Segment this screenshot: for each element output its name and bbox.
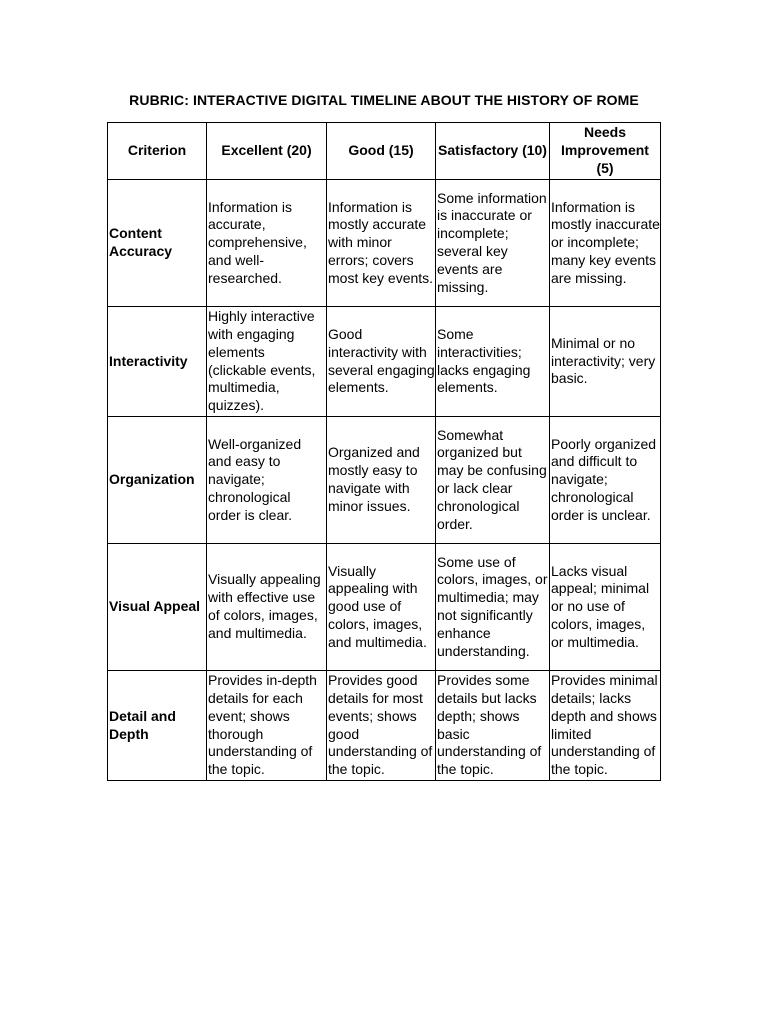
criterion-cell: Interactivity <box>108 307 207 417</box>
rating-cell-needs-improvement: Poorly organized and difficult to navigate; chronological order is unclear. <box>550 417 661 544</box>
criterion-cell: Detail and Depth <box>108 671 207 781</box>
rating-cell-good: Good interactivity with several engaging elements. <box>327 307 436 417</box>
table-row <box>108 180 661 307</box>
rating-cell-good: Organized and mostly easy to navigate with minor issues. <box>327 417 436 544</box>
rating-cell-good: Visually appealing with good use of colors, images, and multimedia. <box>327 544 436 671</box>
rating-cell-needs-improvement: Lacks visual appeal; minimal or no use of colors, images, or multimedia. <box>550 544 661 671</box>
rating-cell-satisfactory: Some information is inaccurate or incomplete; several key events are missing. <box>436 180 550 307</box>
rating-cell-good: Information is mostly accurate with minor errors; covers most key events. <box>327 180 436 307</box>
criterion-cell: Content Accuracy <box>108 180 207 307</box>
header-needs-improvement: Needs Improvement (5) <box>550 123 661 180</box>
criterion-cell: Organization <box>108 417 207 544</box>
criterion-cell: Visual Appeal <box>108 544 207 671</box>
rating-cell-satisfactory: Some use of colors, images, or multimedia; may not significantly enhance understanding. <box>436 544 550 671</box>
header-satisfactory: Satisfactory (10) <box>436 123 550 180</box>
rating-cell-satisfactory: Some interactivities; lacks engaging elements. <box>436 307 550 417</box>
header-excellent: Excellent (20) <box>207 123 327 180</box>
rating-cell-excellent: Visually appealing with effective use of colors, images, and multimedia. <box>207 544 327 671</box>
header-good: Good (15) <box>327 123 436 180</box>
rating-cell-excellent: Highly interactive with engaging elements (clickable events, multimedia, quizzes). <box>207 307 327 417</box>
rating-cell-satisfactory: Provides some details but lacks depth; shows basic understanding of the topic. <box>436 671 550 781</box>
header-criterion: Criterion <box>108 123 207 180</box>
rating-cell-needs-improvement: Minimal or no interactivity; very basic. <box>550 307 661 417</box>
rating-cell-excellent: Well-organized and easy to navigate; chronological order is clear. <box>207 417 327 544</box>
table-row <box>108 544 661 671</box>
rating-cell-excellent: Information is accurate, comprehensive, and well-researched. <box>207 180 327 307</box>
table-header-row <box>108 123 661 180</box>
table-row <box>108 307 661 417</box>
rating-cell-needs-improvement: Provides minimal details; lacks depth and shows limited understanding of the topic. <box>550 671 661 781</box>
table-row <box>108 417 661 544</box>
document-title: RUBRIC: INTERACTIVE DIGITAL TIMELINE ABOUT THE HISTORY OF ROME <box>129 92 639 108</box>
rating-cell-needs-improvement: Information is mostly inaccurate or incomplete; many key events are missing. <box>550 180 661 307</box>
table-row <box>108 671 661 781</box>
rating-cell-satisfactory: Somewhat organized but may be confusing or lack clear chronological order. <box>436 417 550 544</box>
rating-cell-good: Provides good details for most events; shows good understanding of the topic. <box>327 671 436 781</box>
rubric-table <box>107 122 661 781</box>
rating-cell-excellent: Provides in-depth details for each event; shows thorough understanding of the topic. <box>207 671 327 781</box>
